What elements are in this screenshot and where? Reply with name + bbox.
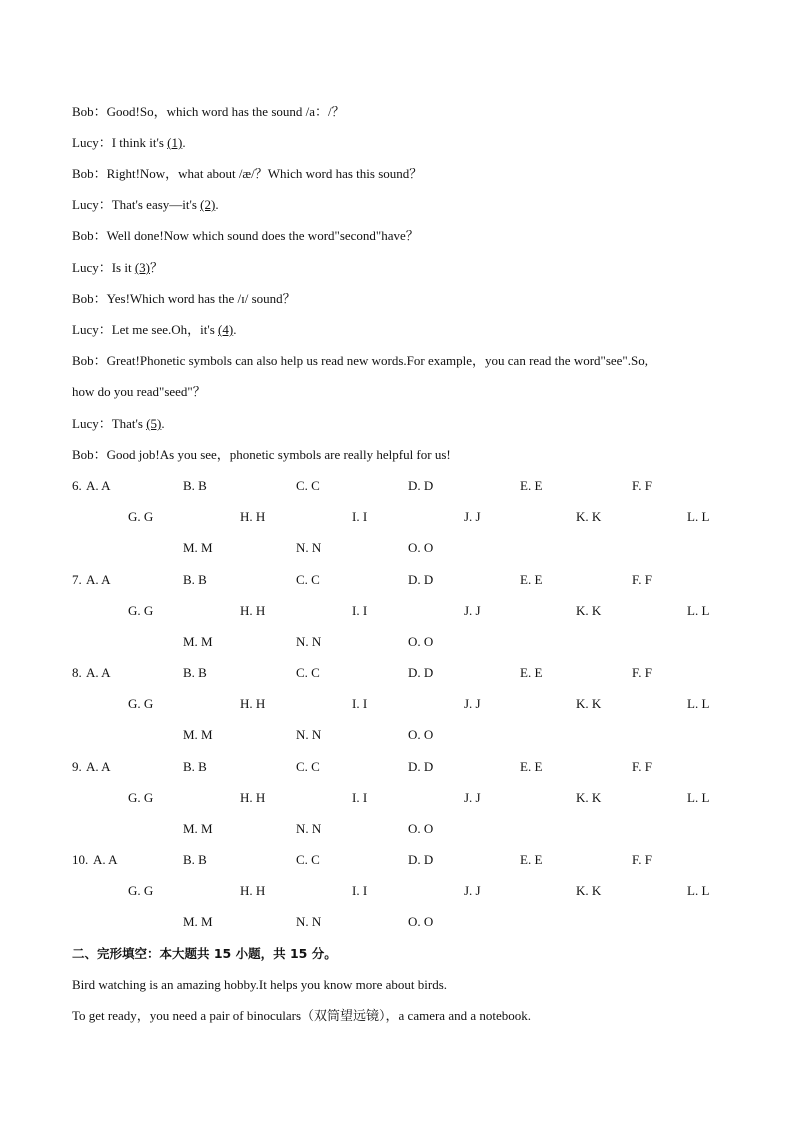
answer-option[interactable]: L. L <box>687 603 710 618</box>
dialogue-text: Lucy：Let me see.Oh，it's <box>72 322 219 337</box>
answer-option[interactable]: B. B <box>183 478 207 493</box>
dialogue-line <box>72 197 219 213</box>
answer-option[interactable]: M. M <box>183 540 213 555</box>
dialogue-line <box>72 416 165 432</box>
dialogue-text: Lucy：I think it's <box>72 135 168 150</box>
answer-option[interactable]: H. H <box>240 790 266 805</box>
answer-option[interactable]: N. N <box>296 727 322 742</box>
dialogue-text: Bob：Yes!Which word has the /ɪ/ sound？ <box>72 291 296 306</box>
answer-option[interactable]: G. G <box>128 696 154 711</box>
dialogue-line <box>72 291 296 307</box>
dialogue-line <box>72 135 186 151</box>
answer-option[interactable]: E. E <box>520 852 543 867</box>
answer-option[interactable]: C. C <box>296 852 320 867</box>
answer-option[interactable]: N. N <box>296 540 322 555</box>
blank-marker: (1) <box>167 135 183 150</box>
answer-option[interactable]: N. N <box>296 914 322 929</box>
answer-option[interactable]: O. O <box>408 727 434 742</box>
dialogue-punct: ？ <box>150 260 164 275</box>
answer-option[interactable]: E. E <box>520 759 543 774</box>
answer-option[interactable]: L. L <box>687 790 710 805</box>
dialogue-punct: . <box>182 135 186 150</box>
answer-option[interactable]: I. I <box>352 696 368 711</box>
answer-option[interactable]: M. M <box>183 727 213 742</box>
dialogue-text: Lucy：Is it <box>72 260 135 275</box>
answer-option[interactable]: J. J <box>464 603 481 618</box>
answer-option[interactable]: H. H <box>240 603 266 618</box>
answer-option[interactable]: L. L <box>687 883 710 898</box>
answer-option[interactable]: K. K <box>576 790 602 805</box>
dialogue-text: Bob：Right!Now，what about /æ/？Which word has this sound？ <box>72 166 423 181</box>
answer-option[interactable]: M. M <box>183 821 213 836</box>
answer-option[interactable]: A. A <box>86 665 111 680</box>
dialogue-line <box>72 447 451 463</box>
answer-option[interactable]: F. F <box>632 478 652 493</box>
answer-option[interactable]: F. F <box>632 572 652 587</box>
answer-option[interactable]: G. G <box>128 883 154 898</box>
question-number: 7. <box>72 572 82 587</box>
answer-option[interactable]: D. D <box>408 852 434 867</box>
blank-marker: (2) <box>200 197 216 212</box>
dialogue-text: Bob：Great!Phonetic symbols can also help us read new words.For example，you can read the word"see".So, <box>72 353 648 368</box>
question-number: 9. <box>72 759 82 774</box>
answer-option[interactable]: C. C <box>296 572 320 587</box>
answer-option[interactable]: M. M <box>183 914 213 929</box>
blank-marker: (3) <box>134 260 150 275</box>
answer-option[interactable]: K. K <box>576 696 602 711</box>
dialogue-text: Bob：Good job!As you see，phonetic symbols are really helpful for us! <box>72 447 451 462</box>
answer-option[interactable]: B. B <box>183 665 207 680</box>
dialogue-punct: . <box>233 322 237 337</box>
answer-option[interactable]: C. C <box>296 759 320 774</box>
dialogue-text: Lucy：That's easy—it's <box>72 197 201 212</box>
answer-option[interactable]: H. H <box>240 883 266 898</box>
answer-option[interactable]: C. C <box>296 665 320 680</box>
answer-option[interactable]: K. K <box>576 883 602 898</box>
dialogue-text: Bob：Well done!Now which sound does the word"second"have？ <box>72 228 419 243</box>
dialogue-line <box>72 384 206 400</box>
answer-option[interactable]: A. A <box>86 759 111 774</box>
answer-option[interactable]: E. E <box>520 478 543 493</box>
answer-option[interactable]: D. D <box>408 478 434 493</box>
answer-option[interactable]: O. O <box>408 914 434 929</box>
dialogue-line <box>72 353 648 369</box>
section-heading: 二、完形填空：本大题共 15 小题，共 15 分。 <box>72 946 337 961</box>
answer-option[interactable]: H. H <box>240 509 266 524</box>
answer-option[interactable]: D. D <box>408 665 434 680</box>
answer-option[interactable]: H. H <box>240 696 266 711</box>
dialogue-line <box>72 166 422 182</box>
paragraph: Bird watching is an amazing hobby.It helps you know more about birds. <box>72 977 448 992</box>
answer-option[interactable]: D. D <box>408 759 434 774</box>
answer-option[interactable]: B. B <box>183 572 207 587</box>
answer-option[interactable]: D. D <box>408 572 434 587</box>
answer-option[interactable]: E. E <box>520 572 543 587</box>
answer-option[interactable]: E. E <box>520 665 543 680</box>
question-number: 10. <box>72 852 89 867</box>
dialogue-punct: . <box>161 416 165 431</box>
answer-option[interactable]: G. G <box>128 790 154 805</box>
answer-option[interactable]: L. L <box>687 509 710 524</box>
answer-option[interactable]: A. A <box>93 852 118 867</box>
answer-option[interactable]: A. A <box>86 478 111 493</box>
dialogue-line <box>72 322 236 338</box>
answer-option[interactable]: O. O <box>408 540 434 555</box>
dialogue-text: how do you read"seed"？ <box>72 384 206 399</box>
answer-option[interactable]: M. M <box>183 634 213 649</box>
answer-option[interactable]: I. I <box>352 883 368 898</box>
answer-option[interactable]: F. F <box>632 852 652 867</box>
answer-option[interactable]: J. J <box>464 790 481 805</box>
answer-option[interactable]: I. I <box>352 603 368 618</box>
dialogue-line <box>72 104 345 120</box>
dialogue-text: Lucy：That's <box>72 416 147 431</box>
answer-option[interactable]: N. N <box>296 634 322 649</box>
answer-option[interactable]: A. A <box>86 572 111 587</box>
answer-option[interactable]: L. L <box>687 696 710 711</box>
dialogue-line <box>72 260 163 276</box>
answer-option[interactable]: G. G <box>128 603 154 618</box>
paragraph: To get ready，you need a pair of binoculars（双筒望远镜），a camera and a notebook. <box>72 1008 531 1023</box>
answer-option[interactable]: N. N <box>296 821 322 836</box>
answer-option[interactable]: K. K <box>576 509 602 524</box>
answer-option[interactable]: I. I <box>352 509 368 524</box>
blank-marker: (4) <box>218 322 234 337</box>
dialogue-text: Bob：Good!So，which word has the sound /a：/？ <box>72 104 345 119</box>
answer-option[interactable]: O. O <box>408 821 434 836</box>
answer-option[interactable]: C. C <box>296 478 320 493</box>
question-number: 8. <box>72 665 82 680</box>
blank-marker: (5) <box>146 416 162 431</box>
question-number: 6. <box>72 478 82 493</box>
dialogue-line <box>72 228 419 244</box>
answer-option[interactable]: B. B <box>183 759 207 774</box>
answer-option[interactable]: I. I <box>352 790 368 805</box>
answer-option[interactable]: K. K <box>576 603 602 618</box>
answer-option[interactable]: J. J <box>464 509 481 524</box>
dialogue-punct: . <box>215 197 219 212</box>
answer-option[interactable]: F. F <box>632 665 652 680</box>
answer-option[interactable]: B. B <box>183 852 207 867</box>
answer-option[interactable]: J. J <box>464 696 481 711</box>
answer-option[interactable]: F. F <box>632 759 652 774</box>
answer-option[interactable]: J. J <box>464 883 481 898</box>
answer-option[interactable]: G. G <box>128 509 154 524</box>
answer-option[interactable]: O. O <box>408 634 434 649</box>
